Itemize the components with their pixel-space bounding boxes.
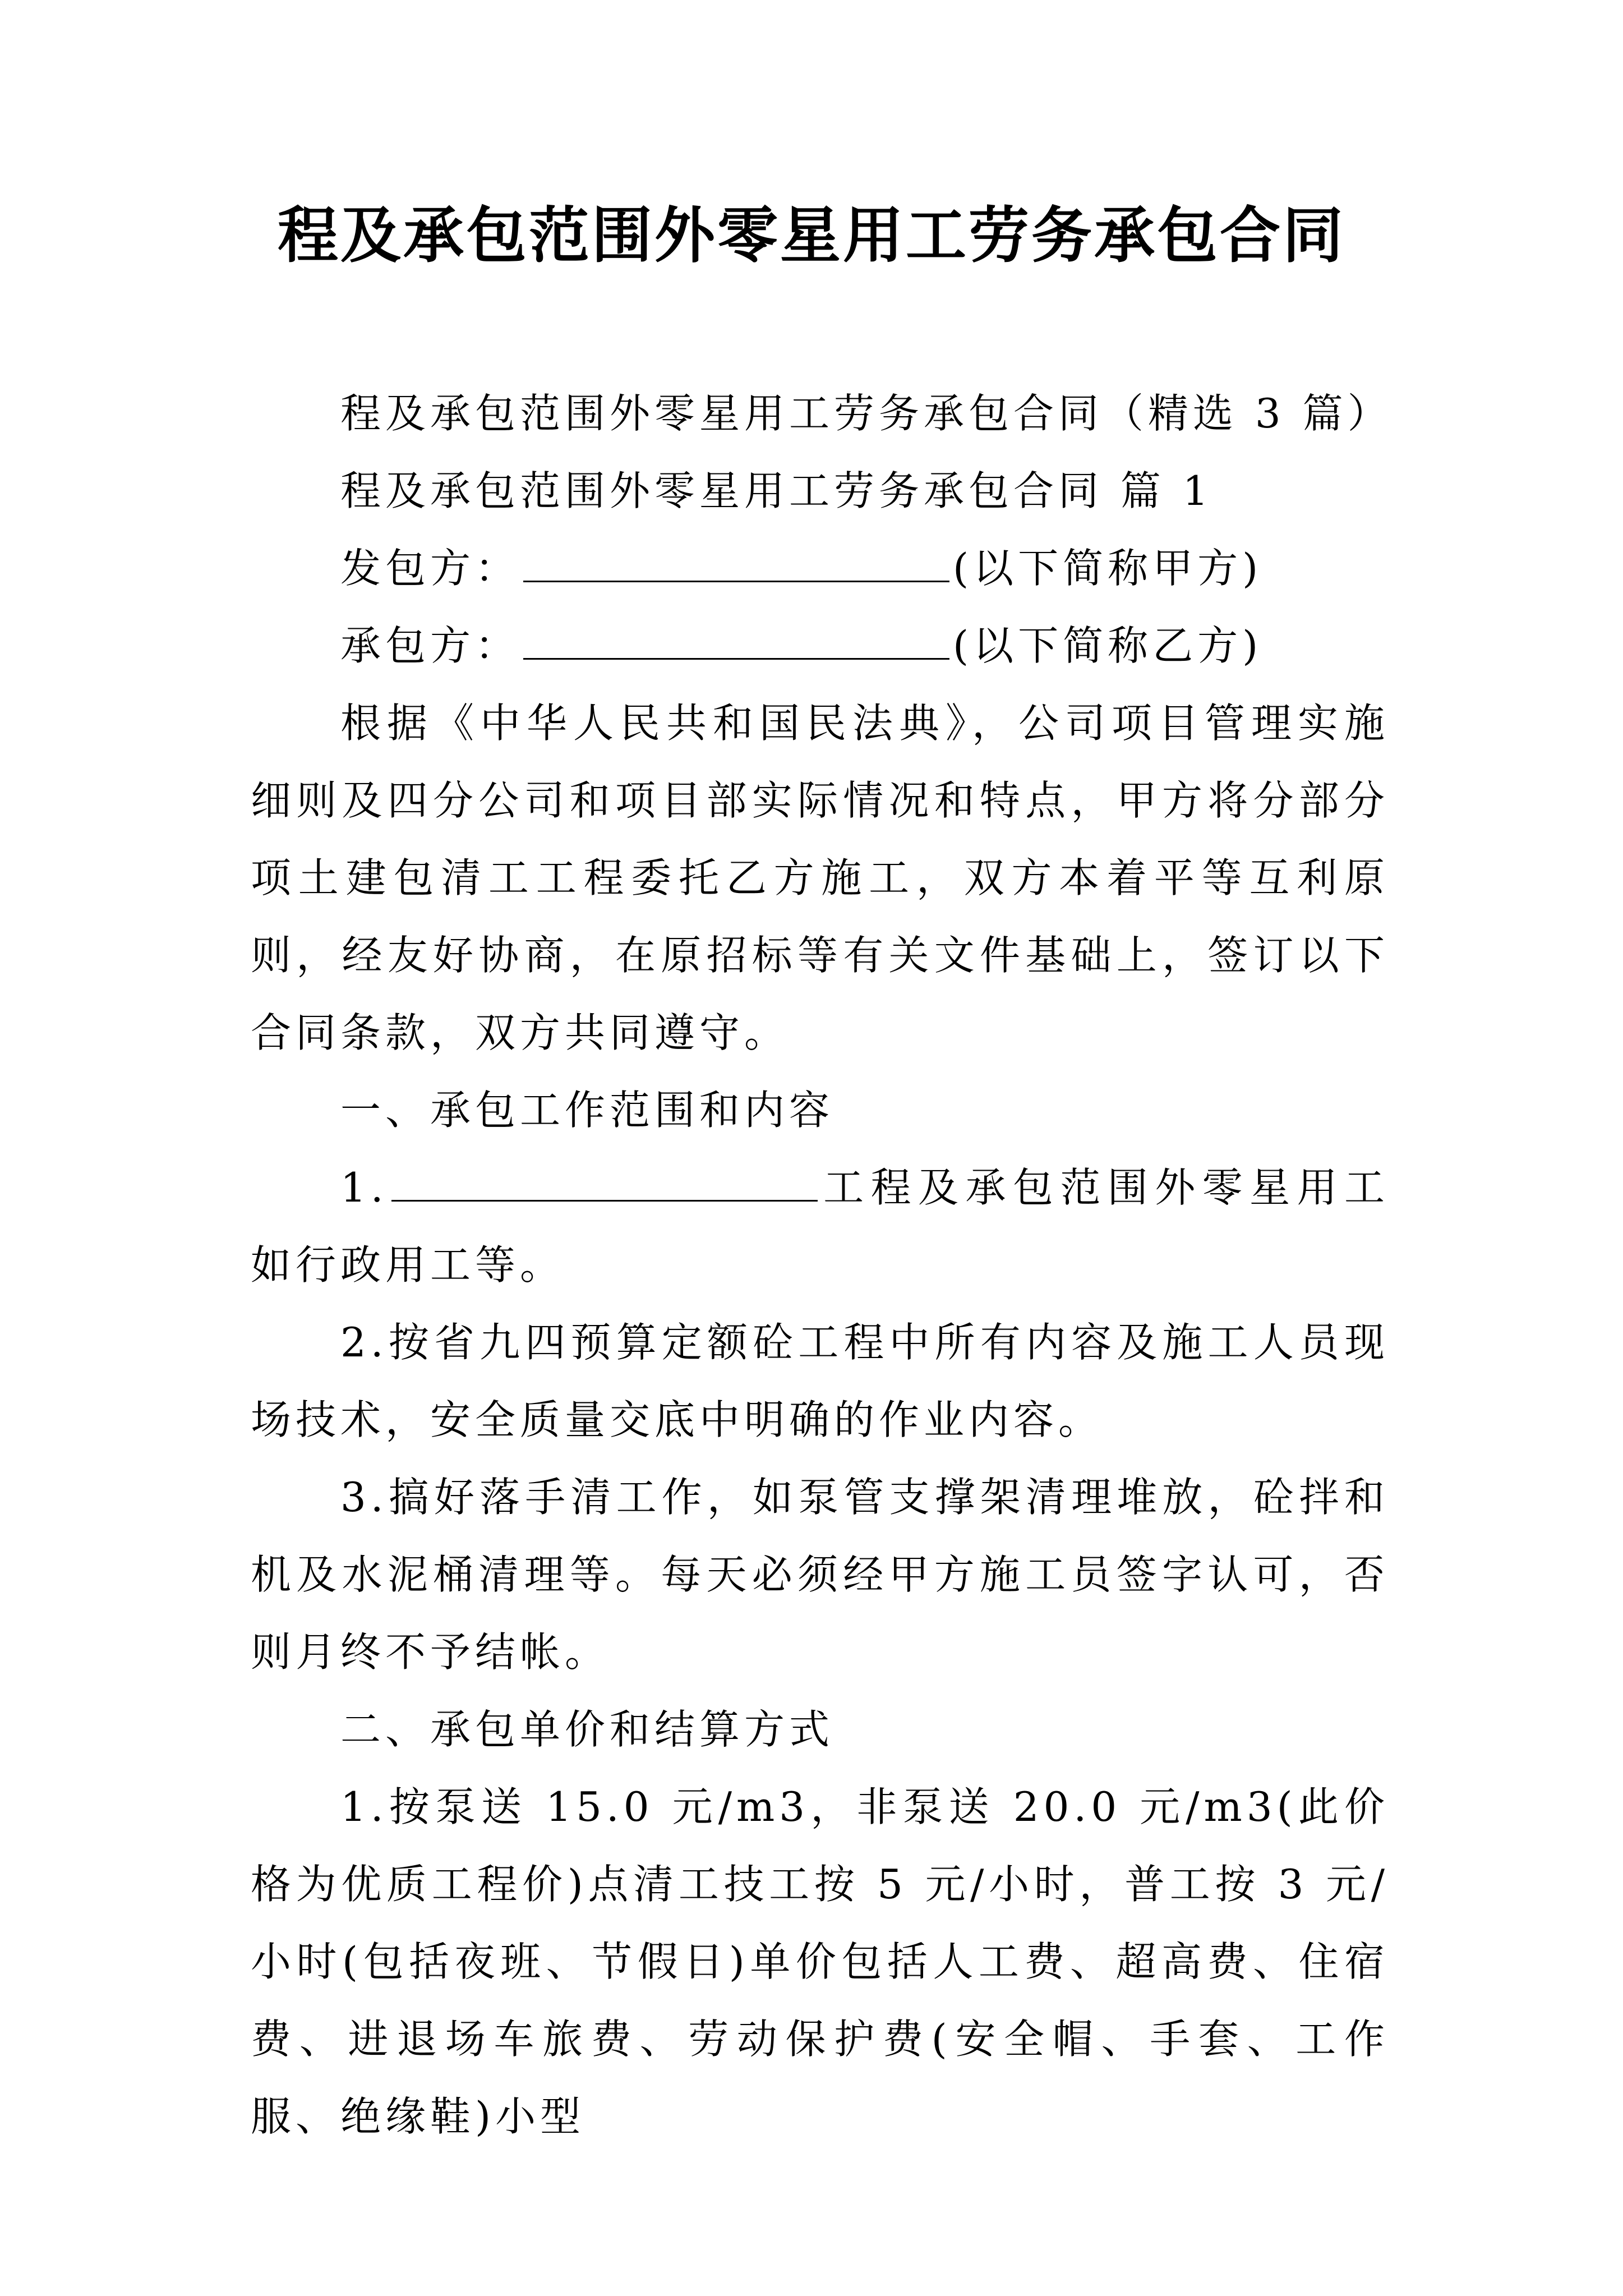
scope-item-1-number: 1.: [340, 1164, 388, 1211]
document-title: 程及承包范围外零星用工劳务承包合同: [277, 200, 1345, 271]
heading-scope: 一、承包工作范围和内容: [340, 1087, 834, 1134]
party-a-note: (以下简称甲方): [953, 545, 1263, 592]
party-a-blank: [523, 536, 949, 582]
party-a-line: [251, 530, 1389, 607]
party-a-label: 发包方：: [340, 545, 520, 592]
document-body: [251, 375, 1393, 2155]
scope-item-1: [251, 1149, 1389, 1304]
scope-item-1-text: 工程及承包范围外零星用工如行政用工等。: [251, 1164, 1389, 1289]
section-heading: 程及承包范围外零星用工劳务承包合同 篇 1: [340, 467, 1213, 514]
heading-pricing: 二、承包单价和结算方式: [340, 1706, 834, 1753]
scope-item-1-blank: [391, 1155, 818, 1202]
party-b-label: 承包方：: [340, 622, 520, 669]
party-b-blank: [523, 613, 949, 660]
pricing-item-1: 1.按泵送 15.0 元/m3，非泵送 20.0 元/m3(此价格为优质工程价)点清工技工按 5 元/小时，普工按 3 元/小时(包括夜班、节假日)单价包括人工费、超高费、住宿费、进退场车旅费、劳动保护费(安全帽、手套、工作服、绝缘鞋)小型: [251, 1783, 1389, 2140]
preamble-paragraph: 根据《中华人民共和国民法典》，公司项目管理实施细则及四分公司和项目部实际情况和特点，甲方将分部分项土建包清工工程委托乙方施工，双方本着平等互利原则，经友好协商，在原招标等有关文件基础上，签订以下合同条款，双方共同遵守。: [251, 700, 1389, 1056]
scope-item-3: 3.搞好落手清工作，如泵管支撑架清理堆放，砼拌和机及水泥桶清理等。每天必须经甲方施工员签字认可，否则月终不予结帐。: [251, 1474, 1389, 1676]
subtitle: 程及承包范围外零星用工劳务承包合同（精选 3 篇）: [340, 390, 1393, 437]
party-b-note: (以下简称乙方): [953, 622, 1263, 669]
party-b-line: [251, 607, 1389, 684]
scope-item-2: 2.按省九四预算定额砼工程中所有内容及施工人员现场技术，安全质量交底中明确的作业内容。: [251, 1319, 1389, 1443]
